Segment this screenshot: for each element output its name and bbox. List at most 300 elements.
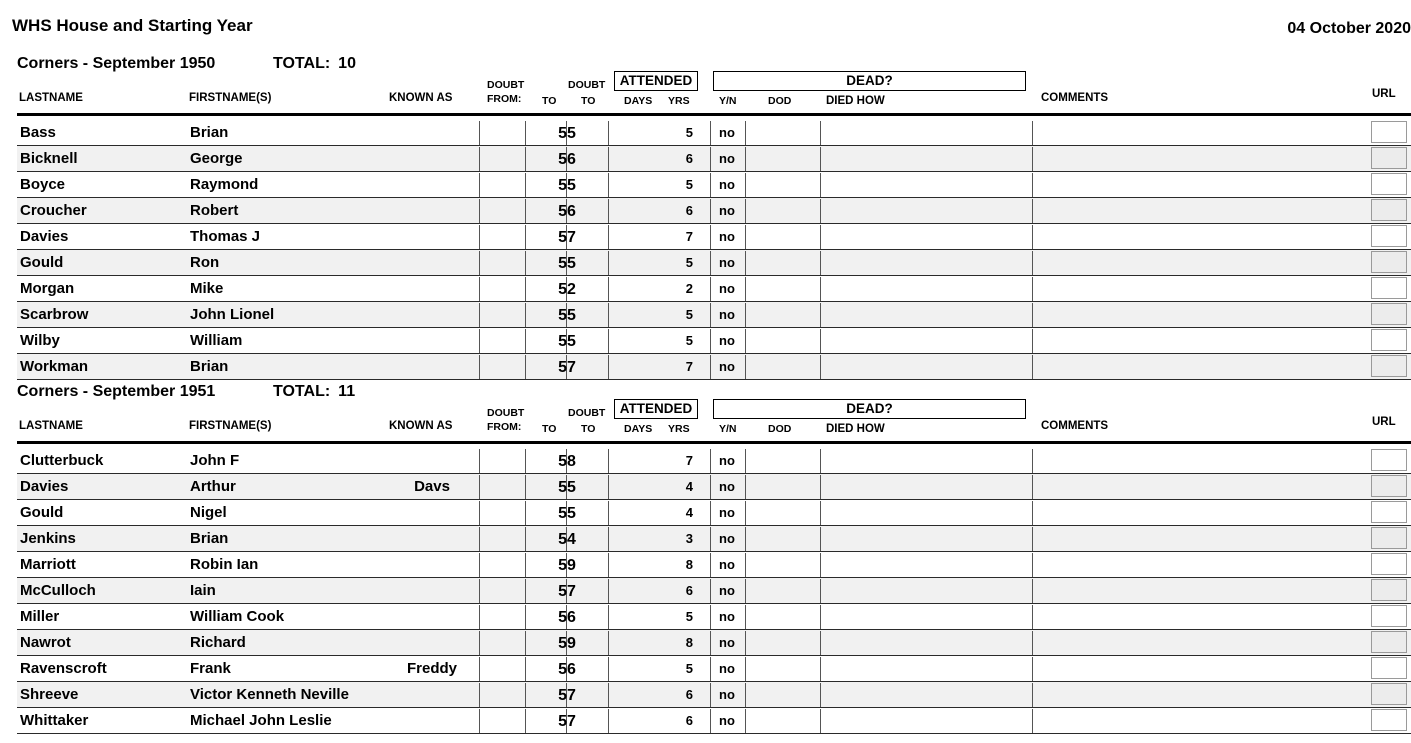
column-divider <box>1032 449 1033 473</box>
column-divider <box>479 173 480 197</box>
column-divider <box>1032 709 1033 733</box>
known-as-cell <box>397 448 467 474</box>
url-input[interactable] <box>1371 449 1407 471</box>
column-divider <box>479 501 480 525</box>
col-header-firstname: FIRSTNAME(S) <box>189 92 272 104</box>
lastname-cell: Bicknell <box>20 150 78 167</box>
dead-yn-cell: no <box>719 229 735 244</box>
known-as-cell <box>397 552 467 578</box>
known-as-cell: Davs <box>414 478 450 495</box>
dead-yn-cell: no <box>719 687 735 702</box>
column-divider <box>479 199 480 223</box>
column-divider <box>1032 121 1033 145</box>
known-as-cell <box>397 120 467 146</box>
column-divider <box>479 355 480 379</box>
yrs-cell: 5 <box>685 307 693 322</box>
table-row <box>17 354 1411 380</box>
known-as-cell: Freddy <box>406 660 457 677</box>
lastname-cell: Wilby <box>20 332 60 349</box>
col-header-doubt-to-line1: DOUBT <box>568 407 606 419</box>
firstname-cell: William Cook <box>190 608 285 625</box>
column-divider <box>745 251 746 275</box>
firstname-cell: Brian <box>190 124 229 141</box>
firstname-cell: Ron <box>190 254 220 271</box>
yrs-cell: 4 <box>685 505 693 520</box>
to-cell: 58 <box>558 453 576 470</box>
column-divider <box>1032 173 1033 197</box>
table-row <box>17 526 1411 552</box>
col-header-comments: COMMENTS <box>1041 420 1109 432</box>
dead-yn-cell: no <box>719 255 735 270</box>
lastname-cell: Gould <box>20 254 64 271</box>
table-row <box>17 172 1411 198</box>
col-header-lastname: LASTNAME <box>19 420 83 432</box>
to-cell: 55 <box>558 505 576 522</box>
table-row <box>17 302 1411 328</box>
column-divider <box>820 121 821 145</box>
column-divider <box>608 199 609 223</box>
to-cell: 55 <box>558 125 576 142</box>
col-header-doubt-to-line2: TO <box>581 423 596 435</box>
group-total-label: TOTAL: <box>273 55 331 72</box>
url-input[interactable] <box>1371 303 1407 325</box>
column-divider <box>1032 501 1033 525</box>
column-divider <box>479 121 480 145</box>
firstname-cell: Richard <box>190 634 246 651</box>
url-input[interactable] <box>1371 605 1407 627</box>
known-as-cell <box>397 708 467 734</box>
column-divider <box>608 329 609 353</box>
table-row <box>17 224 1411 250</box>
url-input[interactable] <box>1371 355 1407 377</box>
column-divider <box>820 475 821 499</box>
table-row <box>17 552 1411 578</box>
lastname-cell: Workman <box>20 358 89 375</box>
to-cell: 55 <box>558 307 576 324</box>
col-header-doubt-from-line2: FROM: <box>487 421 522 433</box>
dead-yn-cell: no <box>719 531 735 546</box>
to-cell: 55 <box>558 255 576 272</box>
column-divider <box>525 657 526 681</box>
column-divider <box>745 449 746 473</box>
column-divider <box>1032 605 1033 629</box>
yrs-cell: 6 <box>685 151 693 166</box>
column-divider <box>525 579 526 603</box>
lastname-cell: Bass <box>20 124 56 141</box>
known-as-cell <box>397 578 467 604</box>
table-row <box>17 276 1411 302</box>
column-divider <box>820 657 821 681</box>
col-header-known-as: KNOWN AS <box>389 92 453 104</box>
column-divider <box>525 355 526 379</box>
column-divider <box>608 225 609 249</box>
col-header-days: DAYS <box>624 423 653 435</box>
firstname-cell: Michael John Leslie <box>190 712 332 729</box>
column-divider <box>745 121 746 145</box>
group-total-label: TOTAL: <box>273 383 331 400</box>
column-divider <box>479 709 480 733</box>
table-row <box>17 250 1411 276</box>
column-divider <box>525 173 526 197</box>
table-row <box>17 604 1411 630</box>
url-input[interactable] <box>1371 501 1407 523</box>
to-cell: 59 <box>558 635 576 652</box>
col-header-dod: DOD <box>768 95 792 107</box>
column-divider <box>479 683 480 707</box>
column-divider <box>820 147 821 171</box>
yrs-cell: 2 <box>685 281 693 296</box>
url-input[interactable] <box>1371 147 1407 169</box>
col-header-yrs: YRS <box>668 95 690 107</box>
col-header-url: URL <box>1372 88 1396 100</box>
yrs-cell: 6 <box>685 687 693 702</box>
column-divider <box>745 605 746 629</box>
column-divider <box>608 355 609 379</box>
column-divider <box>608 553 609 577</box>
column-divider <box>745 683 746 707</box>
known-as-cell <box>397 172 467 198</box>
table-row <box>17 328 1411 354</box>
known-as-cell <box>397 276 467 302</box>
col-header-comments: COMMENTS <box>1041 92 1109 104</box>
known-as-cell <box>397 682 467 708</box>
column-divider <box>479 631 480 655</box>
col-header-firstname: FIRSTNAME(S) <box>189 420 272 432</box>
column-divider <box>820 199 821 223</box>
column-divider <box>525 121 526 145</box>
column-divider <box>745 147 746 171</box>
column-divider <box>820 173 821 197</box>
url-input[interactable] <box>1371 553 1407 575</box>
lastname-cell: Scarbrow <box>20 306 89 323</box>
header-rule <box>17 441 1411 444</box>
col-header-to: TO <box>542 95 557 107</box>
table-row <box>17 500 1411 526</box>
to-cell: 56 <box>558 609 576 626</box>
col-header-dead: DEAD? <box>713 71 1026 91</box>
column-divider <box>525 449 526 473</box>
column-divider <box>479 449 480 473</box>
column-divider <box>525 329 526 353</box>
firstname-cell: Robin Ian <box>190 556 259 573</box>
group-total-value: 10 <box>338 55 356 72</box>
col-header-known-as: KNOWN AS <box>389 420 453 432</box>
column-divider <box>820 683 821 707</box>
column-divider <box>608 121 609 145</box>
column-divider <box>1032 251 1033 275</box>
column-divider <box>1032 199 1033 223</box>
url-input[interactable] <box>1371 709 1407 731</box>
column-divider <box>745 579 746 603</box>
dead-yn-cell: no <box>719 583 735 598</box>
col-header-yn: Y/N <box>719 423 737 435</box>
to-cell: 55 <box>558 333 576 350</box>
column-divider <box>479 527 480 551</box>
column-divider <box>525 631 526 655</box>
column-divider <box>820 251 821 275</box>
known-as-cell <box>397 604 467 630</box>
col-header-doubt-from-line2: FROM: <box>487 93 522 105</box>
dead-yn-cell: no <box>719 307 735 322</box>
col-header-attended: ATTENDED <box>614 399 698 419</box>
column-divider <box>1032 303 1033 327</box>
col-header-doubt-to-line2: TO <box>581 95 596 107</box>
firstname-cell: George <box>190 150 243 167</box>
lastname-cell: Morgan <box>20 280 75 297</box>
column-divider <box>1032 683 1033 707</box>
column-divider <box>525 605 526 629</box>
firstname-cell: Brian <box>190 358 229 375</box>
column-divider <box>820 501 821 525</box>
dead-yn-cell: no <box>719 505 735 520</box>
column-divider <box>820 355 821 379</box>
known-as-cell <box>397 224 467 250</box>
col-header-to: TO <box>542 423 557 435</box>
dead-yn-cell: no <box>719 203 735 218</box>
column-divider <box>608 683 609 707</box>
firstname-cell: Brian <box>190 530 229 547</box>
table-row <box>17 656 1411 682</box>
table-row <box>17 630 1411 656</box>
column-divider <box>820 329 821 353</box>
firstname-cell: Frank <box>190 660 231 677</box>
yrs-cell: 8 <box>685 635 693 650</box>
col-header-days: DAYS <box>624 95 653 107</box>
column-divider <box>608 527 609 551</box>
column-divider <box>525 501 526 525</box>
column-divider <box>1032 277 1033 301</box>
url-input[interactable] <box>1371 527 1407 549</box>
col-header-lastname: LASTNAME <box>19 92 83 104</box>
column-divider <box>525 277 526 301</box>
column-divider <box>608 605 609 629</box>
table-row <box>17 708 1411 734</box>
url-input[interactable] <box>1371 173 1407 195</box>
column-divider <box>525 251 526 275</box>
firstname-cell: Mike <box>190 280 224 297</box>
url-input[interactable] <box>1371 121 1407 143</box>
col-header-dead: DEAD? <box>713 399 1026 419</box>
firstname-cell: Thomas J <box>190 228 261 245</box>
yrs-cell: 5 <box>685 177 693 192</box>
column-divider <box>820 449 821 473</box>
group-title: Corners - September 1951 <box>17 383 216 400</box>
group-total <box>273 55 356 73</box>
column-divider <box>820 225 821 249</box>
column-divider <box>479 605 480 629</box>
lastname-cell: McCulloch <box>20 582 96 599</box>
dead-yn-cell: no <box>719 359 735 374</box>
yrs-cell: 5 <box>685 609 693 624</box>
to-cell: 55 <box>558 479 576 496</box>
header-rule <box>17 113 1411 116</box>
column-divider <box>608 501 609 525</box>
column-divider <box>479 475 480 499</box>
yrs-cell: 7 <box>685 453 693 468</box>
column-divider <box>479 329 480 353</box>
column-divider <box>1032 475 1033 499</box>
col-header-died-how: DIED HOW <box>826 95 885 107</box>
column-divider <box>479 251 480 275</box>
report-date: 04 October 2020 <box>1287 20 1411 37</box>
known-as-cell <box>397 328 467 354</box>
known-as-cell <box>397 630 467 656</box>
column-divider <box>608 579 609 603</box>
table-row <box>17 474 1411 500</box>
column-divider <box>479 657 480 681</box>
to-cell: 57 <box>558 713 576 730</box>
lastname-cell: Gould <box>20 504 64 521</box>
lastname-cell: Shreeve <box>20 686 79 703</box>
column-divider <box>608 449 609 473</box>
column-divider <box>745 225 746 249</box>
column-divider <box>1032 553 1033 577</box>
to-cell: 56 <box>558 203 576 220</box>
lastname-cell: Clutterbuck <box>20 452 104 469</box>
column-divider <box>820 527 821 551</box>
column-divider <box>745 709 746 733</box>
dead-yn-cell: no <box>719 151 735 166</box>
column-divider <box>745 501 746 525</box>
url-input[interactable] <box>1371 579 1407 601</box>
firstname-cell: Robert <box>190 202 239 219</box>
column-divider <box>608 657 609 681</box>
column-divider <box>479 147 480 171</box>
column-divider <box>745 173 746 197</box>
col-header-url: URL <box>1372 416 1396 428</box>
url-input[interactable] <box>1371 329 1407 351</box>
to-cell: 54 <box>558 531 576 548</box>
column-divider <box>525 553 526 577</box>
known-as-cell <box>397 526 467 552</box>
known-as-cell <box>397 354 467 380</box>
group-title: Corners - September 1950 <box>17 55 216 72</box>
lastname-cell: Miller <box>20 608 60 625</box>
known-as-cell <box>397 146 467 172</box>
column-divider <box>479 579 480 603</box>
column-divider <box>820 631 821 655</box>
dead-yn-cell: no <box>719 635 735 650</box>
url-input[interactable] <box>1371 251 1407 273</box>
report-title: WHS House and Starting Year <box>12 16 253 35</box>
yrs-cell: 5 <box>685 255 693 270</box>
url-input[interactable] <box>1371 631 1407 653</box>
firstname-cell: Victor Kenneth Neville <box>190 686 349 703</box>
column-divider <box>525 225 526 249</box>
to-cell: 57 <box>558 359 576 376</box>
to-cell: 55 <box>558 177 576 194</box>
dead-yn-cell: no <box>719 333 735 348</box>
column-divider <box>525 303 526 327</box>
table-row <box>17 682 1411 708</box>
column-divider <box>1032 147 1033 171</box>
url-input[interactable] <box>1371 277 1407 299</box>
dead-yn-cell: no <box>719 661 735 676</box>
column-divider <box>608 631 609 655</box>
column-divider <box>1032 579 1033 603</box>
yrs-cell: 5 <box>685 333 693 348</box>
column-divider <box>525 527 526 551</box>
column-divider <box>745 303 746 327</box>
known-as-cell <box>397 250 467 276</box>
column-divider <box>820 303 821 327</box>
url-input[interactable] <box>1371 657 1407 679</box>
column-divider <box>745 329 746 353</box>
column-divider <box>745 657 746 681</box>
column-divider <box>608 277 609 301</box>
dead-yn-cell: no <box>719 177 735 192</box>
column-divider <box>820 579 821 603</box>
url-input[interactable] <box>1371 683 1407 705</box>
yrs-cell: 6 <box>685 713 693 728</box>
table-row <box>17 448 1411 474</box>
col-header-doubt-from-line1: DOUBT <box>487 407 525 419</box>
url-input[interactable] <box>1371 199 1407 221</box>
to-cell: 56 <box>558 661 576 678</box>
known-as-cell <box>397 302 467 328</box>
url-input[interactable] <box>1371 225 1407 247</box>
yrs-cell: 6 <box>685 583 693 598</box>
column-divider <box>745 631 746 655</box>
column-divider <box>745 199 746 223</box>
yrs-cell: 5 <box>685 661 693 676</box>
lastname-cell: Whittaker <box>20 712 89 729</box>
to-cell: 56 <box>558 151 576 168</box>
column-divider <box>820 605 821 629</box>
to-cell: 57 <box>558 583 576 600</box>
yrs-cell: 7 <box>685 359 693 374</box>
column-divider <box>479 277 480 301</box>
url-input[interactable] <box>1371 475 1407 497</box>
dead-yn-cell: no <box>719 557 735 572</box>
column-divider <box>525 683 526 707</box>
dead-yn-cell: no <box>719 453 735 468</box>
table-row <box>17 578 1411 604</box>
to-cell: 59 <box>558 557 576 574</box>
column-divider <box>1032 527 1033 551</box>
column-divider <box>820 553 821 577</box>
known-as-cell <box>397 198 467 224</box>
dead-yn-cell: no <box>719 713 735 728</box>
lastname-cell: Croucher <box>20 202 87 219</box>
column-divider <box>479 225 480 249</box>
dead-yn-cell: no <box>719 281 735 296</box>
column-divider <box>820 709 821 733</box>
table-row <box>17 146 1411 172</box>
to-cell: 52 <box>558 281 576 298</box>
column-divider <box>745 355 746 379</box>
lastname-cell: Davies <box>20 228 69 245</box>
column-divider <box>479 303 480 327</box>
firstname-cell: John Lionel <box>190 306 275 323</box>
column-divider <box>608 173 609 197</box>
column-divider <box>1032 657 1033 681</box>
firstname-cell: Iain <box>190 582 216 599</box>
firstname-cell: William <box>190 332 243 349</box>
column-divider <box>1032 355 1033 379</box>
col-header-dod: DOD <box>768 423 792 435</box>
column-divider <box>745 277 746 301</box>
yrs-cell: 6 <box>685 203 693 218</box>
column-divider <box>1032 329 1033 353</box>
column-divider <box>608 251 609 275</box>
col-header-attended: ATTENDED <box>614 71 698 91</box>
yrs-cell: 7 <box>685 229 693 244</box>
col-header-died-how: DIED HOW <box>826 423 885 435</box>
column-divider <box>745 475 746 499</box>
lastname-cell: Nawrot <box>20 634 71 651</box>
column-divider <box>820 277 821 301</box>
